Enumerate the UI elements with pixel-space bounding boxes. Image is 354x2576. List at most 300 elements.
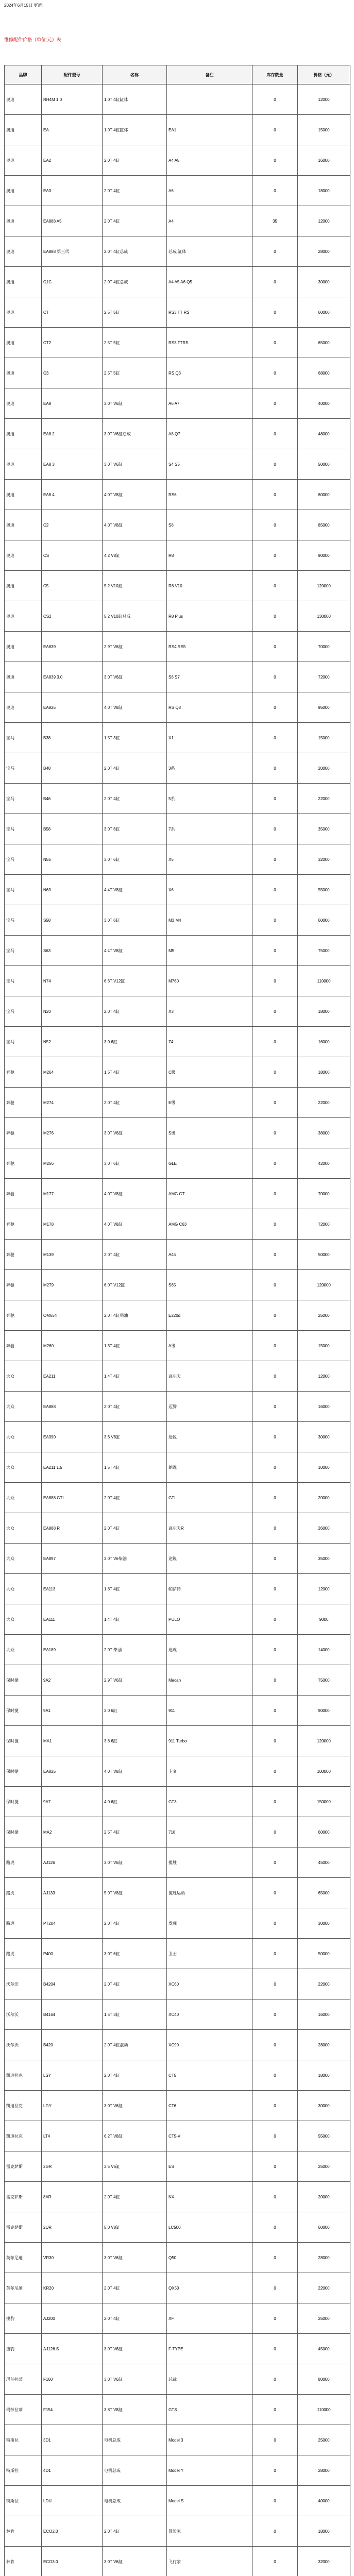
table-row — [5, 936, 350, 966]
table-row — [5, 1878, 350, 1908]
cell-model: ECO3.0 — [42, 2547, 103, 2576]
cell-name: 2.5T 4缸 — [103, 1817, 167, 1848]
cell-price: 60000 — [298, 1817, 350, 1848]
cell-note: XC40 — [167, 1999, 252, 2030]
cell-stock: 0 — [252, 1726, 298, 1756]
table-row — [5, 1300, 350, 1331]
table-row — [5, 2182, 350, 2212]
cell-stock: 0 — [252, 2364, 298, 2395]
cell-note: 高尔夫 — [167, 1361, 252, 1392]
cell-model: EA8 4 — [42, 480, 103, 510]
cell-note: S级 — [167, 1118, 252, 1148]
cell-stock: 0 — [252, 2334, 298, 2364]
cell-price: 28000 — [298, 236, 350, 267]
cell-stock: 0 — [252, 1574, 298, 1604]
cell-brand: 奥迪 — [5, 84, 42, 115]
cell-model: EA825 — [42, 692, 103, 723]
cell-note: M5 — [167, 936, 252, 966]
cell-name: 2.0T 4缸柴油 — [103, 1300, 167, 1331]
cell-price: 15000 — [298, 1331, 350, 1361]
cell-model: RH4M 1.0 — [42, 84, 103, 115]
cell-model: M256 — [42, 1148, 103, 1179]
cell-stock: 0 — [252, 2425, 298, 2455]
header-row — [5, 65, 350, 84]
cell-price: 38000 — [298, 1118, 350, 1148]
cell-stock: 0 — [252, 419, 298, 449]
table-row — [5, 692, 350, 723]
cell-note: X5 — [167, 844, 252, 875]
cell-stock: 0 — [252, 1270, 298, 1300]
cell-price: 110000 — [298, 2395, 350, 2425]
cell-brand: 英菲尼迪 — [5, 2273, 42, 2303]
table-row — [5, 1817, 350, 1848]
cell-brand: 保时捷 — [5, 1787, 42, 1817]
cell-name: 4.0T V8缸 — [103, 1179, 167, 1209]
cell-stock: 0 — [252, 1544, 298, 1574]
cell-stock: 0 — [252, 1604, 298, 1635]
cell-price: 68000 — [298, 358, 350, 388]
cell-note: E级 — [167, 1088, 252, 1118]
cell-note: 迈腾 — [167, 1392, 252, 1422]
table-row — [5, 1148, 350, 1179]
cell-stock: 0 — [252, 267, 298, 297]
cell-stock: 0 — [252, 1027, 298, 1057]
cell-name: 3.0T V6缸 — [103, 1118, 167, 1148]
cell-note: RS Q3 — [167, 358, 252, 388]
cell-stock: 0 — [252, 784, 298, 814]
cell-note: Model Y — [167, 2455, 252, 2486]
cell-name: 1.4T 4缸 — [103, 1361, 167, 1392]
cell-brand: 奥迪 — [5, 692, 42, 723]
cell-brand: 路虎 — [5, 1939, 42, 1969]
cell-stock: 0 — [252, 2030, 298, 2060]
table-row — [5, 297, 350, 328]
cell-brand: 大众 — [5, 1392, 42, 1422]
cell-price: 18000 — [298, 176, 350, 206]
cell-price: 90000 — [298, 1696, 350, 1726]
cell-name: 3.0T 6缸 — [103, 1148, 167, 1179]
cell-brand: 奔驰 — [5, 1088, 42, 1118]
table-row — [5, 1635, 350, 1665]
cell-note: M760 — [167, 966, 252, 996]
cell-model: 2GR — [42, 2151, 103, 2182]
cell-brand: 大众 — [5, 1604, 42, 1635]
cell-brand: 宝马 — [5, 936, 42, 966]
table-row — [5, 1939, 350, 1969]
cell-price: 15000 — [298, 115, 350, 145]
table-row — [5, 480, 350, 510]
cell-stock: 0 — [252, 2212, 298, 2243]
cell-brand: 奥迪 — [5, 571, 42, 601]
table-row — [5, 1118, 350, 1148]
cell-name: 4.0T V8缸 — [103, 692, 167, 723]
table-row — [5, 1969, 350, 1999]
cell-stock: 0 — [252, 1939, 298, 1969]
cell-model: EA8 2 — [42, 419, 103, 449]
cell-name: 3.0T 6缸 — [103, 1939, 167, 1969]
cell-model: CS2 — [42, 601, 103, 632]
table-row — [5, 753, 350, 784]
cell-stock: 0 — [252, 449, 298, 480]
cell-name: 电机总成 — [103, 2486, 167, 2516]
cell-name: 2.0T 4缸 — [103, 145, 167, 176]
cell-name: 1.4T 4缸 — [103, 1604, 167, 1635]
cell-brand: 保时捷 — [5, 1756, 42, 1787]
col-header-name: 名称 — [103, 65, 167, 84]
cell-model: C5 — [42, 571, 103, 601]
cell-stock: 0 — [252, 1635, 298, 1665]
cell-name: 3.0T 6缸 — [103, 844, 167, 875]
cell-stock: 0 — [252, 875, 298, 905]
table-row — [5, 662, 350, 692]
cell-stock: 0 — [252, 2303, 298, 2334]
cell-note: NX — [167, 2182, 252, 2212]
cell-brand: 特斯拉 — [5, 2455, 42, 2486]
cell-stock: 0 — [252, 601, 298, 632]
table-row — [5, 1848, 350, 1878]
cell-stock: 0 — [252, 1787, 298, 1817]
cell-price: 20000 — [298, 753, 350, 784]
table-row — [5, 206, 350, 236]
cell-name: 5.0T V8缸 — [103, 1878, 167, 1908]
cell-name: 2.0T 4缸 — [103, 2516, 167, 2547]
cell-price: 28000 — [298, 2455, 350, 2486]
cell-price: 80000 — [298, 480, 350, 510]
cell-model: 4D1 — [42, 2455, 103, 2486]
cell-price: 150000 — [298, 1787, 350, 1817]
cell-name: 电机总成 — [103, 2425, 167, 2455]
cell-stock: 0 — [252, 966, 298, 996]
cell-price: 60000 — [298, 297, 350, 328]
cell-note: 总裁 — [167, 2364, 252, 2395]
cell-note: XC90 — [167, 2030, 252, 2060]
cell-price: 50000 — [298, 1240, 350, 1270]
cell-model: EA888 — [42, 1392, 103, 1422]
cell-stock: 0 — [252, 1392, 298, 1422]
cell-price: 32000 — [298, 2547, 350, 2576]
cell-price: 12000 — [298, 1574, 350, 1604]
table-row — [5, 1756, 350, 1787]
cell-note: XF — [167, 2303, 252, 2334]
cell-note: CT5 — [167, 2060, 252, 2091]
table-row — [5, 1209, 350, 1240]
cell-stock: 0 — [252, 1513, 298, 1544]
cell-price: 50000 — [298, 1939, 350, 1969]
cell-note: CT5-V — [167, 2121, 252, 2151]
cell-brand: 路虎 — [5, 1878, 42, 1908]
cell-note: Macan — [167, 1665, 252, 1696]
cell-price: 28000 — [298, 2030, 350, 2060]
table-row — [5, 905, 350, 936]
cell-brand: 奥迪 — [5, 358, 42, 388]
cell-price: 75000 — [298, 1665, 350, 1696]
cell-price: 95000 — [298, 692, 350, 723]
cell-note: 3系 — [167, 753, 252, 784]
cell-model: EA888 第三代 — [42, 236, 103, 267]
cell-price: 14000 — [298, 1635, 350, 1665]
cell-price: 30000 — [298, 1422, 350, 1452]
cell-model: VR30 — [42, 2243, 103, 2273]
cell-model: AJ200 — [42, 2303, 103, 2334]
cell-note: GTS — [167, 2395, 252, 2425]
table-row — [5, 2091, 350, 2121]
cell-model: N55 — [42, 844, 103, 875]
cell-price: 90000 — [298, 540, 350, 571]
cell-note: R8 V10 — [167, 571, 252, 601]
table-row — [5, 358, 350, 388]
cell-brand: 沃尔沃 — [5, 1999, 42, 2030]
cell-name: 2.0T 4缸 — [103, 1088, 167, 1118]
table-row — [5, 1331, 350, 1361]
cell-model: N52 — [42, 1027, 103, 1057]
cell-name: 2.0T 4缸 — [103, 1483, 167, 1513]
cell-model: EA897 — [42, 1544, 103, 1574]
cell-brand: 奥迪 — [5, 601, 42, 632]
cell-brand: 凯迪拉克 — [5, 2091, 42, 2121]
table-row — [5, 1665, 350, 1696]
cell-note: GT3 — [167, 1787, 252, 1817]
cell-stock: 0 — [252, 1361, 298, 1392]
cell-note: S4 S5 — [167, 449, 252, 480]
col-header-brand: 品牌 — [5, 65, 42, 84]
cell-model: 9A1 — [42, 1696, 103, 1726]
cell-name: 4.0T V8缸 — [103, 510, 167, 540]
cell-price: 30000 — [298, 1908, 350, 1939]
table-row — [5, 1908, 350, 1939]
table-row — [5, 449, 350, 480]
cell-price: 18000 — [298, 1057, 350, 1088]
cell-name: 2.0T 4缸 — [103, 1908, 167, 1939]
cell-note: 卡宴 — [167, 1756, 252, 1787]
table-row — [5, 2425, 350, 2455]
cell-price: 130000 — [298, 601, 350, 632]
cell-name: 1.3T 4缸 — [103, 1331, 167, 1361]
cell-name: 2.0T 4缸混动 — [103, 2030, 167, 2060]
cell-name: 4.4T V8缸 — [103, 936, 167, 966]
cell-name: 1.5T 3缸 — [103, 723, 167, 753]
cell-note: POLO — [167, 1604, 252, 1635]
cell-brand: 奔驰 — [5, 1148, 42, 1179]
table-row — [5, 2364, 350, 2395]
cell-name: 2.0T 4缸 — [103, 996, 167, 1027]
cell-name: 3.0T V6缸 — [103, 2334, 167, 2364]
cell-note: RS3 TT RS — [167, 297, 252, 328]
cell-note: EA1 — [167, 115, 252, 145]
cell-name: 1.0T 4缸缸体 — [103, 84, 167, 115]
cell-price: 65000 — [298, 328, 350, 358]
cell-name: 2.9T V6缸 — [103, 1665, 167, 1696]
cell-name: 4.0T V8缸 — [103, 480, 167, 510]
cell-name: 2.0T 4缸 — [103, 2060, 167, 2091]
table-row — [5, 1726, 350, 1756]
cell-model: C3 — [42, 358, 103, 388]
cell-model: EA8 — [42, 388, 103, 419]
cell-name: 2.0T 4缸 — [103, 2273, 167, 2303]
cell-brand: 宝马 — [5, 905, 42, 936]
cell-model: B58 — [42, 814, 103, 844]
cell-price: 9000 — [298, 1604, 350, 1635]
table-row — [5, 2516, 350, 2547]
cell-note: RS Q8 — [167, 692, 252, 723]
table-row — [5, 2455, 350, 2486]
cell-stock: 0 — [252, 2395, 298, 2425]
cell-brand: 玛莎拉蒂 — [5, 2395, 42, 2425]
cell-price: 22000 — [298, 1088, 350, 1118]
cell-name: 1.5T 4缸 — [103, 1452, 167, 1483]
cell-name: 3.5 V6缸 — [103, 2151, 167, 2182]
cell-note: 途观 — [167, 1635, 252, 1665]
cell-stock: 0 — [252, 1148, 298, 1179]
cell-model: EA888 GTI — [42, 1483, 103, 1513]
cell-stock: 0 — [252, 1452, 298, 1483]
table-row — [5, 388, 350, 419]
cell-stock: 0 — [252, 480, 298, 510]
cell-brand: 奥迪 — [5, 540, 42, 571]
table-row — [5, 1696, 350, 1726]
cell-brand: 奥迪 — [5, 388, 42, 419]
cell-stock: 0 — [252, 2091, 298, 2121]
cell-model: CT — [42, 297, 103, 328]
cell-note: A6 — [167, 176, 252, 206]
cell-price: 120000 — [298, 1270, 350, 1300]
cell-model: 2UR — [42, 2212, 103, 2243]
cell-name: 2.5T 5缸 — [103, 328, 167, 358]
table-header — [5, 65, 350, 84]
cell-name: 2.0T 4缸总成 — [103, 267, 167, 297]
cell-model: MA1 — [42, 1726, 103, 1756]
cell-price: 55000 — [298, 875, 350, 905]
cell-stock: 0 — [252, 1848, 298, 1878]
cell-brand: 沃尔沃 — [5, 1969, 42, 1999]
cell-price: 12000 — [298, 84, 350, 115]
cell-brand: 奔驰 — [5, 1331, 42, 1361]
cell-note: A4 — [167, 206, 252, 236]
cell-price: 45000 — [298, 1848, 350, 1878]
cell-note: QX50 — [167, 2273, 252, 2303]
cell-price: 70000 — [298, 632, 350, 662]
cell-model: 3D1 — [42, 2425, 103, 2455]
table-row — [5, 1392, 350, 1422]
cell-model: F160 — [42, 2364, 103, 2395]
cell-price: 50000 — [298, 449, 350, 480]
table-row — [5, 540, 350, 571]
cell-name: 3.0 6缸 — [103, 1027, 167, 1057]
cell-stock: 0 — [252, 2486, 298, 2516]
cell-model: EA825 — [42, 1756, 103, 1787]
cell-note: 发现 — [167, 1908, 252, 1939]
cell-note: S8 — [167, 510, 252, 540]
cell-model: EA8 3 — [42, 449, 103, 480]
cell-brand: 奔驰 — [5, 1209, 42, 1240]
cell-stock: 0 — [252, 328, 298, 358]
cell-stock: 0 — [252, 1240, 298, 1270]
cell-model: C2 — [42, 510, 103, 540]
col-header-price: 价格（元） — [298, 65, 350, 84]
cell-brand: 奔驰 — [5, 1240, 42, 1270]
cell-stock: 0 — [252, 1422, 298, 1452]
cell-model: MA2 — [42, 1817, 103, 1848]
cell-model: 9A2 — [42, 1665, 103, 1696]
cell-price: 85000 — [298, 510, 350, 540]
cell-name: 2.5T 5缸 — [103, 297, 167, 328]
cell-note: 冒险家 — [167, 2516, 252, 2547]
table-row — [5, 1544, 350, 1574]
cell-model: EA3 — [42, 176, 103, 206]
table-row — [5, 419, 350, 449]
table-row — [5, 328, 350, 358]
cell-name: 6.2T V8缸 — [103, 2121, 167, 2151]
cell-model: B420 — [42, 2030, 103, 2060]
cell-price: 22000 — [298, 784, 350, 814]
cell-note: RS3 TTRS — [167, 328, 252, 358]
col-header-model: 配件型号 — [42, 65, 103, 84]
cell-stock: 0 — [252, 510, 298, 540]
cell-note: 揽胜运动 — [167, 1878, 252, 1908]
cell-model: EA390 — [42, 1422, 103, 1452]
cell-note: Z4 — [167, 1027, 252, 1057]
cell-price: 25000 — [298, 2151, 350, 2182]
cell-brand: 奔驰 — [5, 1118, 42, 1148]
cell-note: 帕萨特 — [167, 1574, 252, 1604]
cell-name: 3.0T V6缸总成 — [103, 419, 167, 449]
cell-note: C级 — [167, 1057, 252, 1088]
cell-brand: 大众 — [5, 1422, 42, 1452]
table-row — [5, 784, 350, 814]
cell-name: 1.0T 4缸缸体 — [103, 115, 167, 145]
cell-name: 2.0T 4缸 — [103, 206, 167, 236]
cell-price: 120000 — [298, 571, 350, 601]
cell-note — [167, 84, 252, 115]
cell-model: KR20 — [42, 2273, 103, 2303]
cell-brand: 路虎 — [5, 1848, 42, 1878]
cell-name: 5.2 V10缸总成 — [103, 601, 167, 632]
cell-stock: 0 — [252, 1999, 298, 2030]
cell-note: A4 A5 — [167, 145, 252, 176]
cell-name: 4.0 6缸 — [103, 1787, 167, 1817]
cell-brand: 大众 — [5, 1574, 42, 1604]
cell-name: 2.0T 柴油 — [103, 1635, 167, 1665]
col-header-stock: 库存数量 — [252, 65, 298, 84]
cell-model: PT204 — [42, 1908, 103, 1939]
cell-model: B4164 — [42, 1999, 103, 2030]
cell-model: N20 — [42, 996, 103, 1027]
cell-stock: 0 — [252, 905, 298, 936]
cell-stock: 0 — [252, 540, 298, 571]
cell-name: 4.2 V8缸 — [103, 540, 167, 571]
cell-price: 25000 — [298, 1300, 350, 1331]
table-row — [5, 1513, 350, 1544]
cell-name: 2.0T 4缸 — [103, 1513, 167, 1544]
cell-name: 2.0T 4缸 — [103, 176, 167, 206]
table-subtitle: 维修配件价格（单位:元）表 — [4, 37, 61, 42]
cell-note: 朗逸 — [167, 1452, 252, 1483]
cell-model: EA888 R — [42, 1513, 103, 1544]
cell-brand: 大众 — [5, 1635, 42, 1665]
cell-model: C1C — [42, 267, 103, 297]
cell-stock: 0 — [252, 2516, 298, 2547]
cell-name: 3.6 V6缸 — [103, 1422, 167, 1452]
cell-name: 1.5T 4缸 — [103, 1057, 167, 1088]
cell-price: 35000 — [298, 814, 350, 844]
cell-stock: 35 — [252, 206, 298, 236]
cell-stock: 0 — [252, 844, 298, 875]
cell-brand: 林肯 — [5, 2516, 42, 2547]
cell-model: EA839 — [42, 632, 103, 662]
cell-note: RS6 — [167, 480, 252, 510]
table-row — [5, 1027, 350, 1057]
table-row — [5, 2395, 350, 2425]
cell-brand: 奥迪 — [5, 632, 42, 662]
